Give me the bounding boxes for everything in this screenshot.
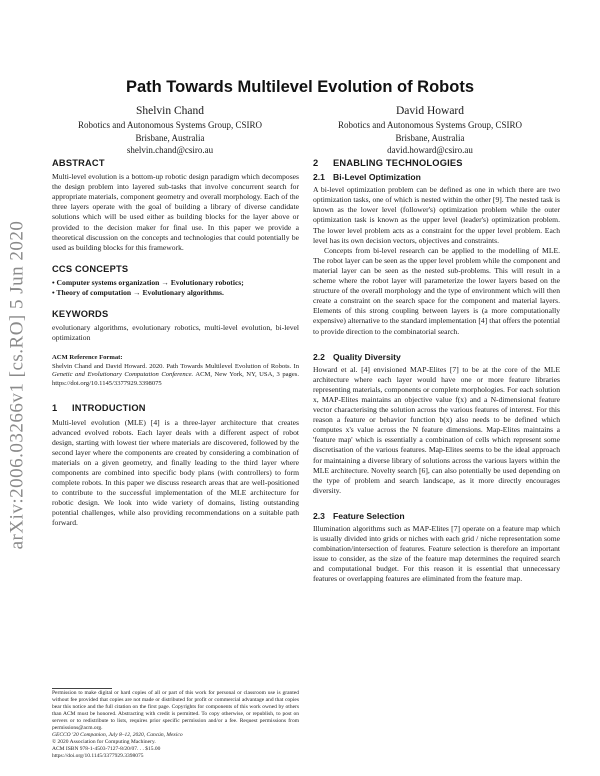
keywords-text: evolutionary algorithms, evolutionary robotics, multi-level evolution, bi-level optimization: [52, 323, 299, 343]
abstract-text: Multi-level evolution is a bottom-up robotic design paradigm which decomposes the design problem into layered sub-tasks that involve concurrent search for appropriate materials, component geometry and overall morphology. Each of the three layers operate with the goal of building a library of diverse candidate solutions which will be used either as building blocks for the layer above or provided to the decision maker for final use. In this paper we provide a theoretical discussion on the concepts and technologies that could potentially be used as building blocks for this framework.: [52, 172, 299, 252]
section-2-1-paragraph: Concepts from bi-level research can be applied to the modelling of MLE. The robot layer can be seen as the upper level problem while the component and material layer can be seen as the nested sub-problems. This will result in a scheme where the robot layer will parameterize the lower layers based on the structure of the overall morphology and the type of environment which will then create a constraint on the search space for the component and material layers. Elements of this strong coupling between layers is (a more computationally expensive) alternative to the standard implementation [4] that offers the potential to provide direction to the combinatorial search.: [313, 245, 560, 336]
permission-text: Permission to make digital or hard copies of all or part of this work for personal or classroom use is granted without fee provided that copies are not made or distributed for profit or commercial advantage and that copies bear this notice and the full citation on the first page. Copyrights for components of this work owned by others than ACM must be honored. Abstracting with credit is permitted. To copy otherwise, or republish, to post on servers or to redistribute to lists, requires prior specific permission and/or a fee. Request permissions from permissions@acm.org.: [52, 690, 299, 731]
author-affiliation: Robotics and Autonomous Systems Group, CSIRO: [77, 120, 262, 130]
author-location: Brisbane, Australia: [395, 132, 465, 143]
section-2-1-heading: 2.1 Bi-Level Optimization: [313, 172, 421, 183]
doi-line[interactable]: https://doi.org/10.1145/3377929.3398075: [52, 753, 144, 759]
section-2-3-heading: 2.3 Feature Selection: [313, 510, 405, 521]
section-2-2-heading: 2.2 Quality Diversity: [313, 351, 401, 362]
section-2-heading: 2 ENABLING TECHNOLOGIES: [313, 158, 463, 168]
isbn-line: ACM ISBN 978-1-4503-7127-8/20/07. . . $15.00: [52, 746, 161, 752]
author-name: Shelvin Chand: [135, 105, 205, 117]
copyright-line: © 2020 Association for Computing Machinery.: [52, 739, 156, 745]
paper-title: Path Towards Multilevel Evolution of Robots: [125, 78, 475, 96]
section-2-1-paragraph: A bi-level optimization problem can be defined as one in which there are two optimization tasks, one of which is nested within the other [9]. The nested task is known as the lower level (follower's) optimization problem while the outer optimization task is known as the upper level (leader's) optimization problem. The lower level problem acts as a constraint for the upper level problem. Each level has its own decision vectors, objectives and constraints.: [313, 185, 560, 245]
author-email[interactable]: david.howard@csiro.au: [387, 145, 473, 155]
section-2-3-paragraph: Illumination algorithms such as MAP-Elites [7] operate on a feature map which is usually divided into grids or niches with each grid / niche representation some combination/intersection of features. Feature selection is therefore an important issue to consider, as the size of the feature map determines the required search and computational budget. For this reason it is essential that unnecessary features or overlapping features are eliminated from the feature map.: [313, 524, 560, 584]
acm-reference-label: ACM Reference Format:: [52, 354, 123, 362]
author-block-1: [40, 104, 300, 157]
author-location: Brisbane, Australia: [135, 132, 205, 143]
intro-text: Multi-level evolution (MLE) [4] is a three-layer architecture that creates advanced evolved robots. Each layer deals with a different aspect of robot design, starting with lowest tier where materials are discovered, followed by the second layer where the components are created by considering a combination of materials on a given geometry, and finally leading to the third layer where components are combined into specific body plans (with controllers) to form complete robots. In this paper we discuss research areas that are well-positioned to contribute to the successful implementation of the MLE architecture for robotic design. We look into wide variety of domains, listing outstanding potential challenges, while also providing recommendations on a suitable path forward.: [52, 417, 299, 528]
arxiv-stamp-text: arXiv:2006.03266v1 [cs.RO] 5 Jun 2020: [6, 220, 27, 550]
ccs-item: • Computer systems organization → Evolutionary robotics;: [52, 277, 244, 287]
left-column: [52, 158, 299, 529]
permission-footnote: [52, 690, 299, 760]
author-affiliation: Robotics and Autonomous Systems Group, CSIRO: [337, 120, 522, 130]
conference-line: GECCO '20 Companion, July 8–12, 2020, Cancún, Mexico: [52, 732, 183, 738]
author-email[interactable]: shelvin.chand@csiro.au: [126, 145, 214, 155]
footnote-rule: [52, 688, 112, 689]
intro-heading: 1 INTRODUCTION: [52, 403, 146, 414]
ccs-list: [52, 278, 299, 298]
ccs-item: • Theory of computation → Evolutionary algorithms.: [52, 288, 224, 298]
section-2-2-paragraph: Howard et al. [4] envisioned MAP-Elites [7] to be at the core of the MLE architecture where each layer would have one or more feature libraries representing materials, components or complete morphologies. For each solution x, MAP-Elites maintains an objective value f(x) and a N-dimensional feature vector characterising the solution across the various features of interest. For this reason a feature or behavior function b(x) also needs to be defined which computes x's value across the N feature dimensions. Map-Elites maintains a 'feature map' which is essentially a combination of cells which represent some discretisation of the various features. Map-Elites seems to be the ideal approach for maintaining a diverse library of solutions across the various layers within the MLE architecture. Novelty search [6], can also potentially be used depending on the type of problem and search landscape, as it more directly encourages diversity.: [313, 364, 560, 495]
arxiv-stamp: [2, 150, 32, 620]
author-name: David Howard: [395, 105, 465, 117]
keywords-heading: KEYWORDS: [52, 309, 109, 320]
right-column: [313, 158, 560, 585]
author-block-2: [300, 104, 560, 157]
acm-reference-text: Shelvin Chand and David Howard. 2020. Path Towards Multilevel Evolution of Robots. In Genetic and Evolutionary Computation Conference. ACM, New York, NY, USA, 3 pages. https://doi.org/10.1145/3377929.3398075: [52, 362, 299, 387]
abstract-heading: ABSTRACT: [52, 158, 105, 168]
ccs-heading: CCS CONCEPTS: [52, 263, 129, 274]
